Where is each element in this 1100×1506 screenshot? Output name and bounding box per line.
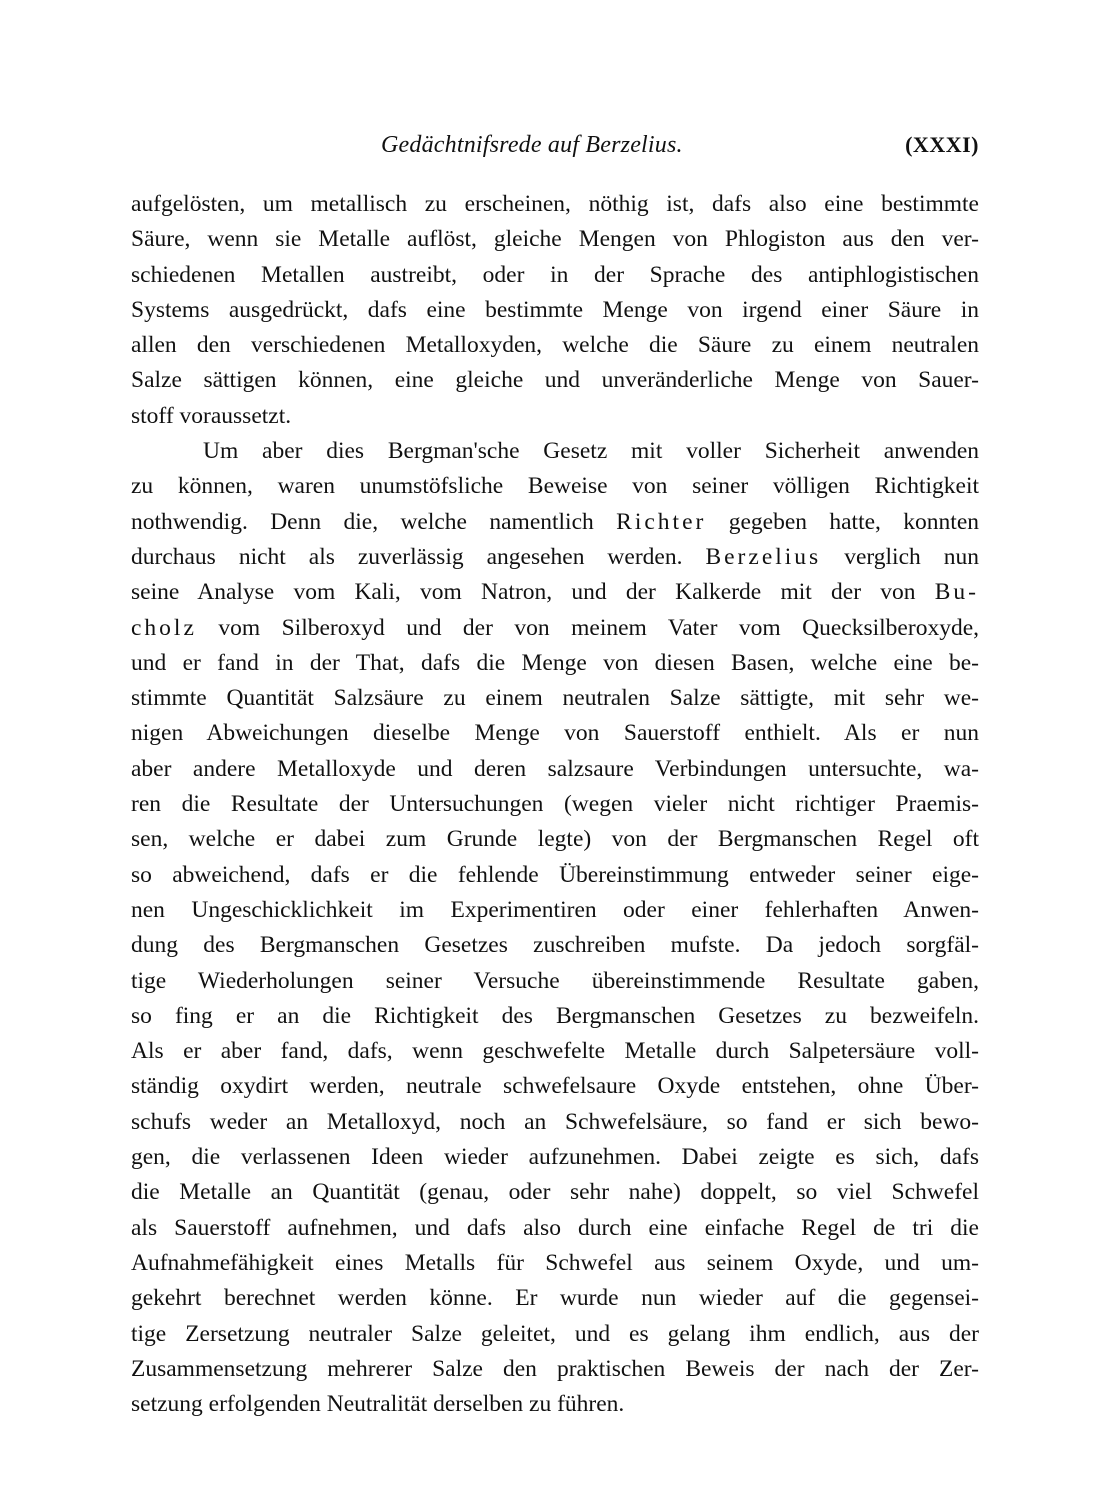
text-line: [131, 434, 979, 469]
text-line: [131, 575, 979, 610]
text-line: [131, 469, 979, 504]
page-number: (XXXI): [905, 132, 979, 157]
text-segment: als Sauerstoff aufnehmen, und dafs also durch eine einfache Regel de tri die: [131, 1214, 979, 1241]
text-line: [131, 1317, 979, 1352]
text-line: [131, 1105, 979, 1140]
text-segment: Um aber dies Bergman'sche Gesetz mit voller Sicherheit anwenden: [203, 438, 979, 465]
paragraph: [131, 434, 979, 1422]
text-line: [131, 752, 979, 787]
text-line: [131, 681, 979, 716]
text-line: [131, 187, 979, 222]
text-line: [131, 1069, 979, 1104]
text-segment: schiedenen Metallen austreibt, oder in der Sprache des antiphlogistischen: [131, 261, 979, 288]
text-segment: aber andere Metalloxyde und deren salzsaure Verbindungen untersuchte, wa-: [131, 755, 979, 782]
text-line: [131, 822, 979, 857]
text-line: [131, 1034, 979, 1069]
text-line: [131, 1352, 979, 1387]
text-line: [131, 399, 979, 434]
text-line: [131, 928, 979, 963]
spaced-name: Berzelius: [705, 543, 822, 570]
text-segment: aufgelösten, um metallisch zu erscheinen, nöthig ist, dafs also eine bestimmte: [131, 191, 979, 217]
paragraph: [131, 187, 979, 434]
text-line: [131, 1387, 979, 1422]
text-line: [131, 258, 979, 293]
text-segment: Zusammensetzung mehrerer Salze den praktischen Beweis der nach der Zer-: [131, 1355, 979, 1382]
text-segment: schufs weder an Metalloxyd, noch an Schwefelsäure, so fand er sich bewo-: [131, 1108, 979, 1135]
text-line: [131, 1140, 979, 1175]
text-segment: Säure, wenn sie Metalle auflöst, gleiche Mengen von Phlogiston aus den ver-: [131, 226, 979, 253]
text-segment: zu können, waren unumstöfsliche Beweise von seiner völligen Richtigkeit: [131, 473, 979, 500]
text-segment: allen den verschiedenen Metalloxyden, welche die Säure zu einem neutralen: [131, 332, 979, 359]
text-line: [131, 540, 979, 575]
text-segment: so fing er an die Richtigkeit des Bergmanschen Gesetzes zu bezweifeln.: [131, 1002, 979, 1029]
text-segment: durchaus nicht als zuverlässig angesehen werden.: [131, 543, 706, 570]
running-head: [131, 132, 979, 164]
text-line: [131, 1246, 979, 1281]
text-line: [131, 999, 979, 1034]
text-segment: Salze sättigen können, eine gleiche und unveränderliche Menge von Sauer-: [131, 367, 979, 394]
text-line: [131, 1281, 979, 1316]
text-segment: seine Analyse vom Kali, vom Natron, und der Kalkerde mit der von: [131, 579, 935, 606]
text-line: [131, 611, 979, 646]
spaced-name: cholz: [131, 614, 197, 641]
text-line: [131, 893, 979, 928]
text-segment: die Metalle an Quantität (genau, oder sehr nahe) doppelt, so viel Schwefel: [131, 1179, 979, 1206]
spaced-name: Richter: [616, 508, 707, 535]
text-segment: verglich nun: [821, 543, 979, 570]
text-segment: stimmte Quantität Salzsäure zu einem neutralen Salze sättigte, mit sehr we-: [131, 685, 979, 712]
text-segment: gekehrt berechnet werden könne. Er wurde nun wieder auf die gegensei-: [131, 1285, 979, 1312]
text-line: [131, 964, 979, 999]
text-segment: sen, welche er dabei zum Grunde legte) von der Bergmanschen Regel oft: [131, 826, 979, 853]
text-segment: dung des Bergmanschen Gesetzes zuschreiben mufste. Da jedoch sorgfäl-: [131, 932, 979, 959]
text-segment: tige Wiederholungen seiner Versuche übereinstimmende Resultate gaben,: [131, 967, 979, 994]
text-line: [131, 222, 979, 257]
body-text: [131, 187, 979, 1422]
text-line: [131, 787, 979, 822]
text-line: [131, 716, 979, 751]
text-line: [131, 1211, 979, 1246]
text-segment: tige Zersetzung neutraler Salze geleitet, und es gelang ihm endlich, aus der: [131, 1320, 979, 1347]
text-segment: Als er aber fand, dafs, wenn geschwefelte Metalle durch Salpetersäure voll-: [131, 1038, 979, 1065]
text-segment: nen Ungeschicklichkeit im Experimentiren oder einer fehlerhaften Anwen-: [131, 896, 979, 923]
text-segment: nothwendig. Denn die, welche namentlich: [131, 508, 617, 535]
text-segment: so abweichend, dafs er die fehlende Übereinstimmung entweder seiner eige-: [131, 861, 979, 888]
text-segment: vom Silberoxyd und der von meinem Vater vom Quecksilberoxyde,: [196, 614, 979, 641]
text-line: [131, 293, 979, 328]
text-line: [131, 505, 979, 540]
text-segment: stoff voraussetzt.: [131, 402, 292, 429]
text-segment: und er fand in der That, dafs die Menge von diesen Basen, welche eine be-: [131, 649, 979, 676]
spaced-name: Bu-: [934, 579, 979, 606]
text-line: [131, 858, 979, 893]
text-segment: Systems ausgedrückt, dafs eine bestimmte Menge von irgend einer Säure in: [131, 296, 979, 323]
text-segment: gegeben hatte, konnten: [706, 508, 979, 535]
text-segment: ständig oxydirt werden, neutrale schwefelsaure Oxyde entstehen, ohne Über-: [131, 1073, 979, 1100]
text-line: [131, 328, 979, 363]
text-segment: gen, die verlassenen Ideen wieder aufzunehmen. Dabei zeigte es sich, dafs: [131, 1144, 979, 1171]
text-segment: ren die Resultate der Untersuchungen (wegen vieler nicht richtiger Praemis-: [131, 791, 979, 818]
text-line: [131, 646, 979, 681]
running-title: Gedächtnifsrede auf Berzelius.: [381, 132, 683, 158]
text-segment: nigen Abweichungen dieselbe Menge von Sauerstoff enthielt. Als er nun: [131, 720, 979, 747]
text-segment: Aufnahmefähigkeit eines Metalls für Schwefel aus seinem Oxyde, und um-: [131, 1249, 979, 1276]
text-segment: setzung erfolgenden Neutralität derselben zu führen.: [131, 1391, 625, 1418]
text-line: [131, 1175, 979, 1210]
text-line: [131, 363, 979, 398]
